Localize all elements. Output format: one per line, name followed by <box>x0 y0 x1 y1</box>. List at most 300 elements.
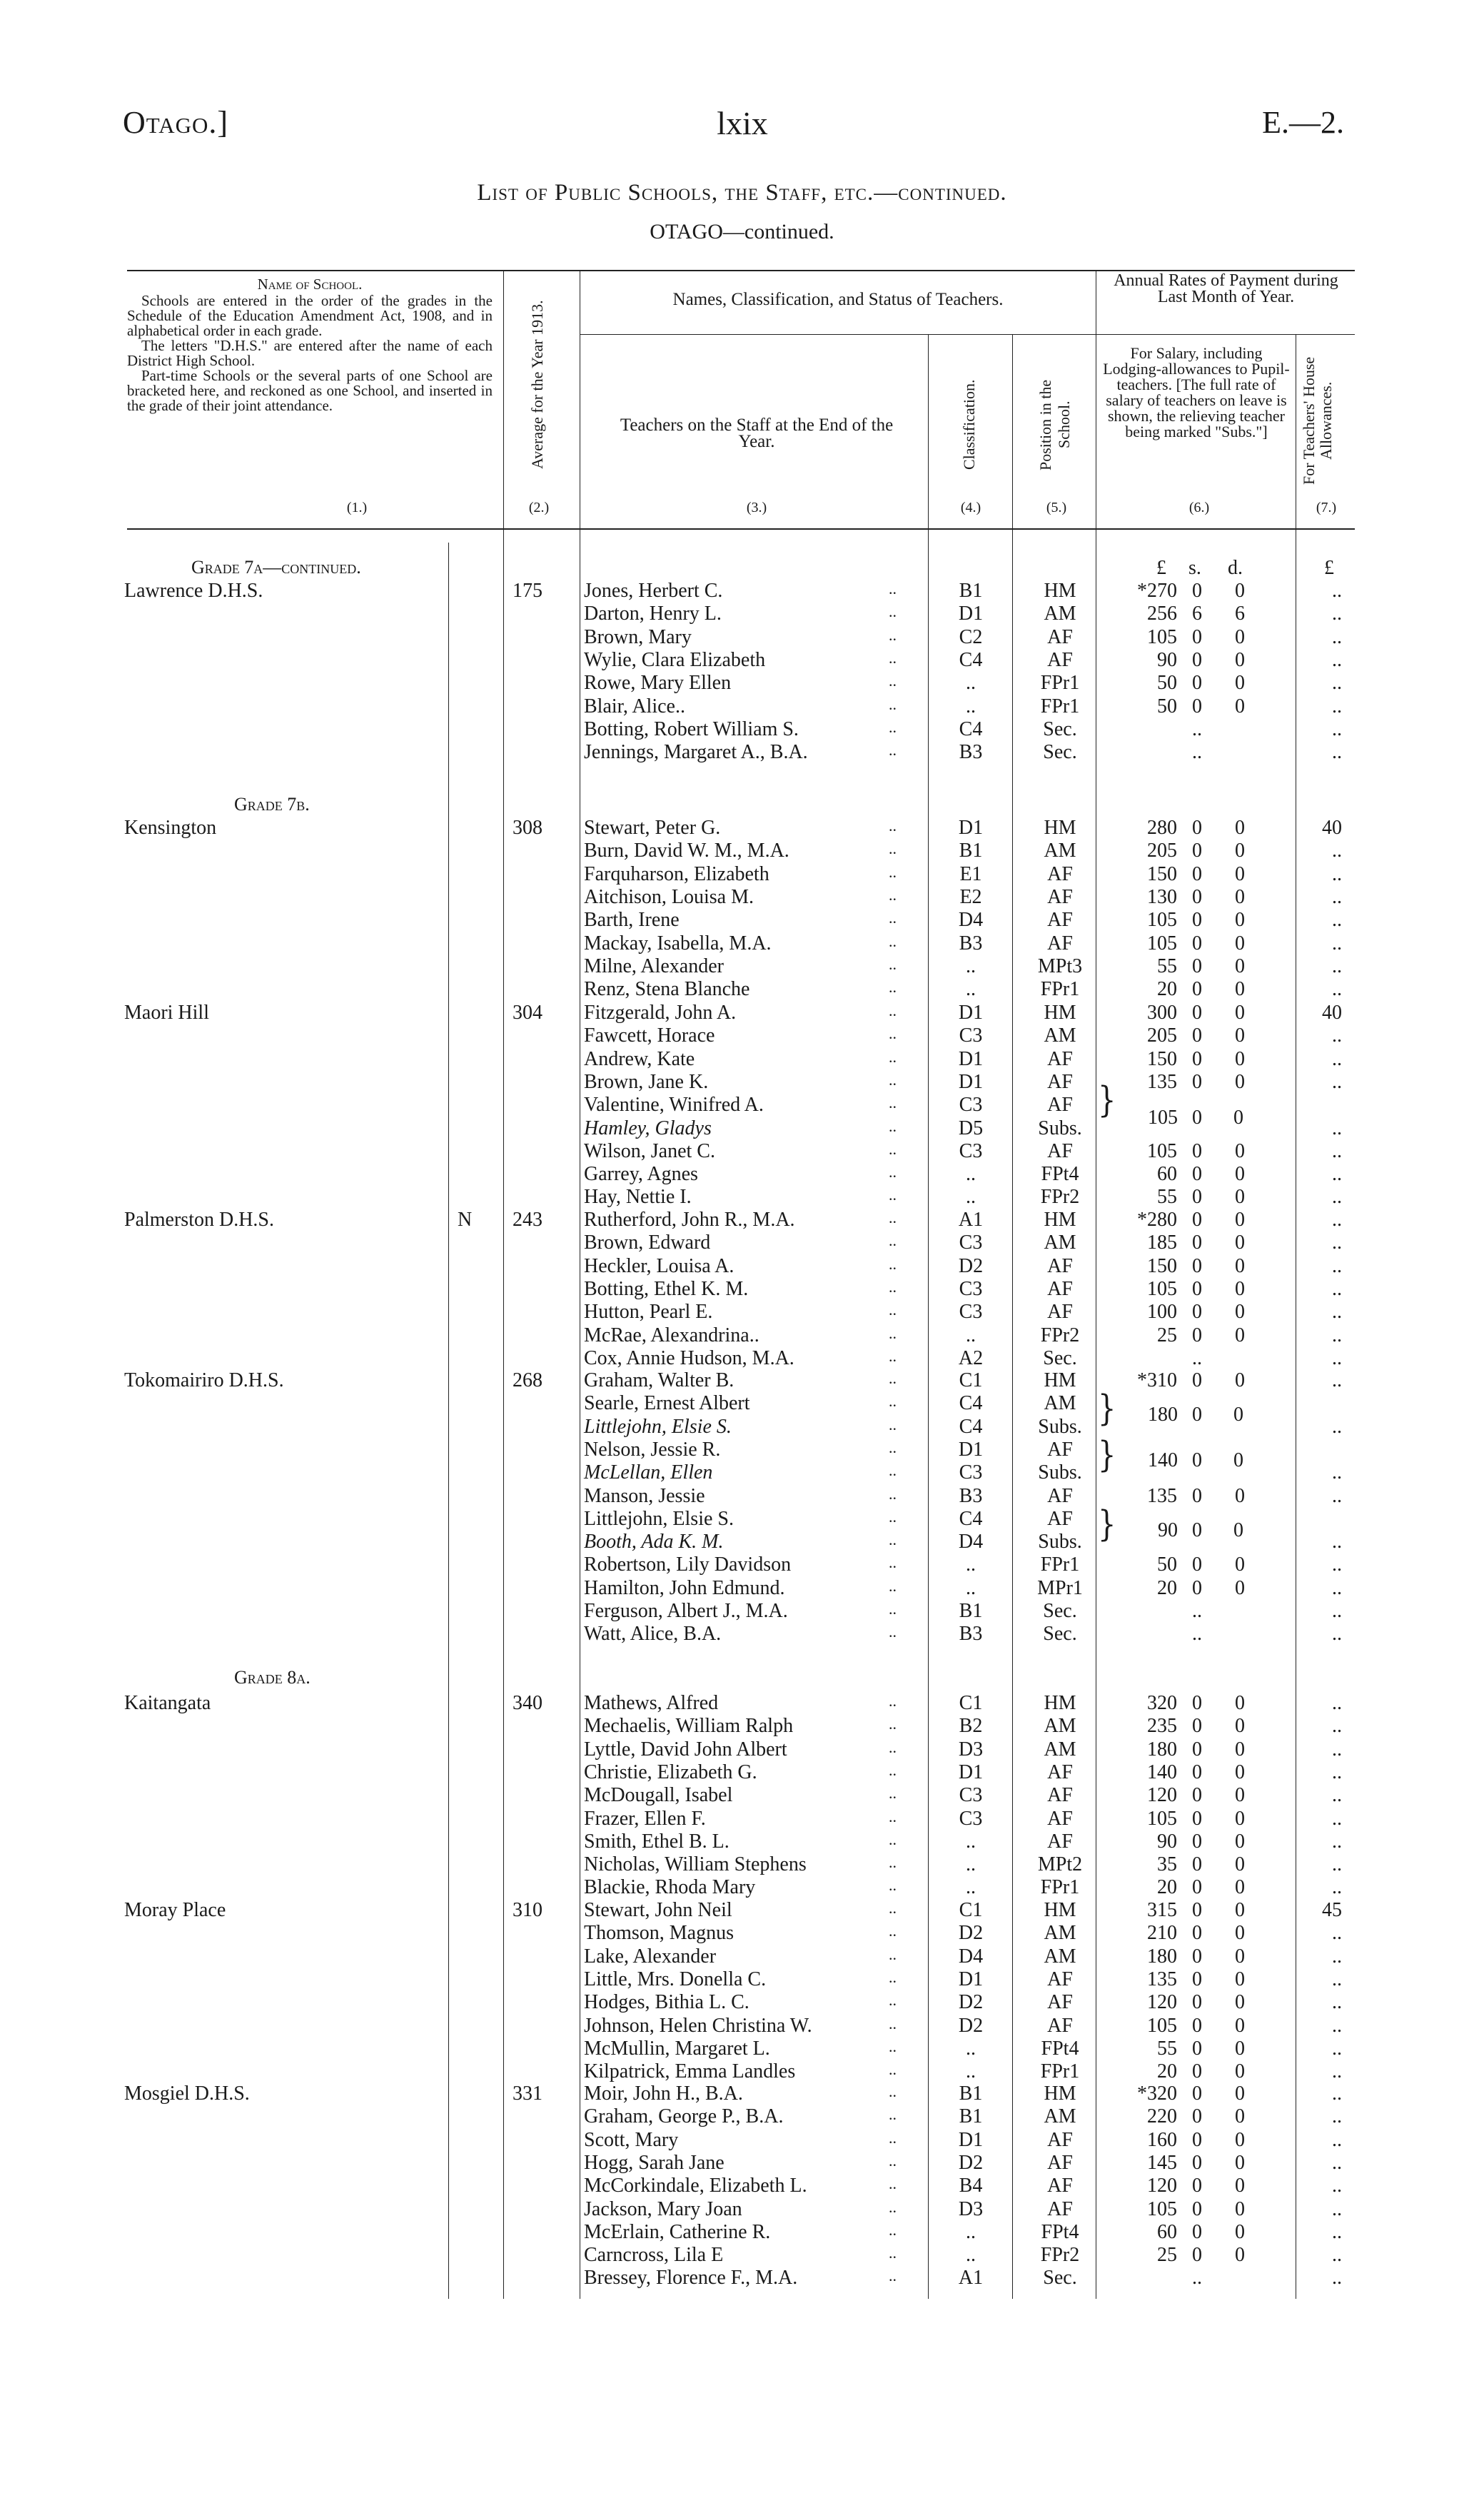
leader-dots: .. <box>889 1968 897 1986</box>
leader-dots: .. <box>889 1117 897 1135</box>
leader-dots: .. <box>889 2083 897 2100</box>
teacher-row <box>0 1163 1484 1186</box>
teacher-classification: D1 <box>958 1047 984 1070</box>
teacher-classification: .. <box>966 1553 976 1576</box>
teacher-row <box>0 1508 1484 1531</box>
teacher-classification: .. <box>966 978 976 1001</box>
teacher-name: Manson, Jessie <box>584 1484 705 1507</box>
salary-shillings: 0 <box>1192 1761 1202 1783</box>
salary-shillings: 0 <box>1192 955 1202 977</box>
teacher-classification: D1 <box>958 1070 984 1093</box>
leader-dots: .. <box>889 648 897 667</box>
house-allowance: .. <box>1332 1346 1342 1369</box>
salary-pounds: 315 <box>1147 1899 1177 1921</box>
salary-pence: 0 <box>1235 862 1245 885</box>
house-allowance: .. <box>1332 2037 1342 2060</box>
teacher-position: HM <box>1044 1002 1076 1024</box>
teacher-name: Mackay, Isabella, M.A. <box>584 932 772 955</box>
teacher-position: AM <box>1044 1024 1076 1047</box>
merged-salary-pounds: 105 <box>1148 1107 1178 1129</box>
salary-pounds: 180 <box>1147 1945 1177 1968</box>
teacher-row <box>0 603 1484 625</box>
brace-mark: } <box>1098 1388 1116 1429</box>
salary-pence: 0 <box>1235 2175 1245 2197</box>
teacher-position: FPr1 <box>1040 1553 1080 1576</box>
salary-pounds: 105 <box>1147 625 1177 648</box>
teacher-row <box>0 1853 1484 1876</box>
teacher-row <box>0 1830 1484 1853</box>
teacher-row <box>0 932 1484 955</box>
salary-pounds: *320 <box>1137 2083 1177 2105</box>
leader-dots: .. <box>889 1761 897 1779</box>
salary-pounds: 105 <box>1147 1807 1177 1830</box>
salary-pounds: 135 <box>1147 1070 1177 1093</box>
teacher-classification: C3 <box>959 1024 983 1047</box>
teacher-name: Botting, Robert William S. <box>584 717 799 740</box>
salary-shillings: 0 <box>1192 1209 1202 1231</box>
salary-pounds: 256 <box>1147 603 1177 625</box>
house-allowance: .. <box>1332 885 1342 908</box>
leader-dots: .. <box>889 1853 897 1872</box>
salary-pounds: 150 <box>1147 1047 1177 1070</box>
teacher-position: AF <box>1047 625 1073 648</box>
brace-mark: } <box>1098 1079 1116 1121</box>
leader-dots: .. <box>889 1991 897 2010</box>
teacher-classification: C4 <box>959 648 983 671</box>
salary-pence: 0 <box>1235 1186 1245 1209</box>
salary-pounds: 90 <box>1157 648 1177 671</box>
name-of-school-title: Name of School. <box>257 276 363 293</box>
house-allowance: .. <box>1332 1415 1342 1438</box>
merged-salary-pounds: 140 <box>1148 1449 1178 1471</box>
house-allowance: .. <box>1332 1531 1342 1553</box>
col-num-5: (5.) <box>1046 500 1067 515</box>
teacher-classification: .. <box>966 2220 976 2243</box>
leader-dots: .. <box>889 1163 897 1182</box>
salary-pence: 0 <box>1235 2244 1245 2267</box>
leader-dots: .. <box>889 862 897 881</box>
brace-mark: } <box>1098 1434 1116 1476</box>
school-average: 310 <box>513 1899 542 1921</box>
salary-shillings: 0 <box>1192 1807 1202 1830</box>
teacher-name: Cox, Annie Hudson, M.A. <box>584 1346 794 1369</box>
teacher-name: Watt, Alice, B.A. <box>584 1623 722 1646</box>
teacher-name: McMullin, Margaret L. <box>584 2037 770 2060</box>
house-allowance: .. <box>1332 1163 1342 1186</box>
house-allowance: .. <box>1332 672 1342 695</box>
salary-shillings: .. <box>1192 741 1202 764</box>
salary-shillings: 0 <box>1192 1139 1202 1162</box>
average-header: Average for the Year 1913. <box>528 300 546 470</box>
teacher-name: Graham, George P., B.A. <box>584 2105 784 2128</box>
teacher-position: HM <box>1044 1899 1076 1921</box>
house-allowance: .. <box>1332 2083 1342 2105</box>
salary-pounds: 185 <box>1147 1232 1177 1254</box>
teacher-classification: D4 <box>958 1531 984 1553</box>
teacher-position: AM <box>1044 1232 1076 1254</box>
leader-dots: .. <box>889 1002 897 1019</box>
teacher-row <box>0 2244 1484 2267</box>
teacher-classification: C3 <box>959 1277 983 1300</box>
salary-pence: 0 <box>1235 2060 1245 2083</box>
salary-pounds: 150 <box>1147 1254 1177 1277</box>
school-name: Lawrence D.H.S. <box>124 580 263 602</box>
teacher-position: AM <box>1044 1922 1076 1945</box>
salary-pence: 0 <box>1235 1277 1245 1300</box>
salary-pence: 0 <box>1235 1324 1245 1346</box>
teacher-classification: C3 <box>959 1094 983 1117</box>
teacher-classification: A1 <box>958 1209 984 1231</box>
teacher-classification: A2 <box>958 1346 984 1369</box>
salary-pence: 0 <box>1235 1024 1245 1047</box>
teacher-name: Stewart, Peter G. <box>584 817 721 839</box>
teacher-row <box>0 2198 1484 2221</box>
teacher-position: AF <box>1047 1438 1073 1461</box>
teacher-name: Fawcett, Horace <box>584 1024 715 1047</box>
merged-salary-shillings: 0 <box>1192 1107 1202 1129</box>
teacher-position: FPt4 <box>1041 2220 1079 2243</box>
teacher-position: HM <box>1044 580 1076 602</box>
salary-pounds: 135 <box>1147 1968 1177 1990</box>
teacher-name: Littlejohn, Elsie S. <box>584 1507 734 1530</box>
teacher-position: AF <box>1047 1070 1073 1093</box>
teacher-position: FPr1 <box>1040 2060 1080 2083</box>
salary-pence: 0 <box>1235 1209 1245 1231</box>
teacher-row <box>0 2060 1484 2083</box>
house-allowance: .. <box>1332 2244 1342 2267</box>
col-num-1: (1.) <box>346 500 368 515</box>
teacher-name: Hutton, Pearl E. <box>584 1301 713 1324</box>
teacher-position: AM <box>1044 603 1076 625</box>
col-sep-4 <box>1012 334 1013 528</box>
teacher-name: Wilson, Janet C. <box>584 1139 715 1162</box>
teacher-row <box>0 1255 1484 1278</box>
teacher-row <box>0 718 1484 741</box>
teacher-classification: B1 <box>959 580 983 602</box>
teacher-position: AM <box>1044 1945 1076 1968</box>
teacher-name: McDougall, Isabel <box>584 1784 733 1807</box>
teacher-classification: D1 <box>958 1438 984 1461</box>
house-allowance: .. <box>1332 2014 1342 2037</box>
salary-shillings: .. <box>1192 1623 1202 1646</box>
teacher-classification: B1 <box>959 2105 983 2128</box>
teacher-classification: .. <box>966 672 976 695</box>
teacher-row <box>0 1117 1484 1140</box>
leader-dots: .. <box>889 955 897 973</box>
salary-pounds: *310 <box>1137 1369 1177 1391</box>
leader-dots: .. <box>889 1899 897 1917</box>
salary-pounds: 55 <box>1157 1186 1177 1209</box>
teacher-position: AF <box>1047 1139 1073 1162</box>
house-allowance: 40 <box>1322 1002 1342 1024</box>
salary-shillings: 0 <box>1192 1324 1202 1346</box>
teacher-name: Kilpatrick, Emma Landles <box>584 2060 796 2083</box>
teacher-row <box>0 1324 1484 1347</box>
leader-dots: .. <box>889 1807 897 1825</box>
teacher-classification: .. <box>966 1830 976 1853</box>
teacher-position: FPr1 <box>1040 672 1080 695</box>
teacher-position: AF <box>1047 1991 1073 2014</box>
teacher-row <box>0 649 1484 672</box>
leader-dots: .. <box>889 1484 897 1503</box>
salary-shillings: 0 <box>1192 978 1202 1001</box>
teacher-position: AF <box>1047 1830 1073 1853</box>
teacher-position: AF <box>1047 885 1073 908</box>
teacher-row <box>0 741 1484 764</box>
teacher-row <box>0 1094 1484 1117</box>
teacher-row <box>0 1715 1484 1738</box>
teacher-row <box>0 1600 1484 1623</box>
teacher-row <box>0 580 1484 603</box>
teacher-position: AF <box>1047 1761 1073 1783</box>
house-allowance: .. <box>1332 932 1342 955</box>
col-sep-1 <box>503 270 504 528</box>
teacher-row <box>0 1140 1484 1163</box>
teacher-classification: D5 <box>958 1117 984 1139</box>
salary-pounds: 280 <box>1147 817 1177 839</box>
house-allowance: .. <box>1332 2197 1342 2220</box>
teacher-classification: D1 <box>958 1761 984 1783</box>
teacher-row <box>0 1761 1484 1784</box>
page-title: List of Public Schools, the Staff, etc.—continued. <box>477 180 1007 206</box>
leader-dots: .. <box>889 1369 897 1387</box>
teacher-name: Brown, Mary <box>584 625 692 648</box>
teacher-name: Nelson, Jessie R. <box>584 1438 721 1461</box>
teacher-classification: C2 <box>959 625 983 648</box>
teacher-row <box>0 1209 1484 1232</box>
house-allowance: .. <box>1332 1369 1342 1391</box>
school-name: Moray Place <box>124 1899 226 1921</box>
salary-pence: 0 <box>1235 1232 1245 1254</box>
teacher-name: Carncross, Lila E <box>584 2244 724 2267</box>
salary-shillings: 0 <box>1192 2151 1202 2174</box>
col-num-7: (7.) <box>1316 500 1337 515</box>
teacher-position: AF <box>1047 1784 1073 1807</box>
teacher-classification: E1 <box>959 862 982 885</box>
leader-dots: .. <box>889 1553 897 1572</box>
house-allowance: .. <box>1332 1576 1342 1599</box>
salary-shillings: 0 <box>1192 2220 1202 2243</box>
teacher-classification: B1 <box>959 840 983 862</box>
salary-pence: 0 <box>1235 2037 1245 2060</box>
teacher-classification: D2 <box>958 2151 984 2174</box>
teacher-position: FPr2 <box>1040 1324 1080 1346</box>
teacher-position: MPt2 <box>1037 1853 1083 1876</box>
teacher-position: AF <box>1047 2175 1073 2197</box>
teacher-name: Darton, Henry L. <box>584 603 722 625</box>
teacher-name: Jennings, Margaret A., B.A. <box>584 741 808 764</box>
house-allowance: .. <box>1332 2220 1342 2243</box>
teacher-row <box>0 1991 1484 2014</box>
teacher-classification: B3 <box>959 1623 983 1646</box>
salary-shillings: 0 <box>1192 932 1202 955</box>
teacher-row <box>0 1623 1484 1646</box>
teachers-header: Teachers on the Staff at the End of the Year. <box>620 416 894 451</box>
teacher-name: Renz, Stena Blanche <box>584 978 750 1001</box>
salary-pounds: 120 <box>1147 1784 1177 1807</box>
school-average: 175 <box>513 580 542 602</box>
teacher-row <box>0 1808 1484 1830</box>
teacher-row <box>0 1784 1484 1807</box>
teacher-name: Hodges, Bithia L. C. <box>584 1991 749 2014</box>
house-allowance: .. <box>1332 1830 1342 1853</box>
col-num-2: (2.) <box>528 500 550 515</box>
salary-pounds: 300 <box>1147 1002 1177 1024</box>
leader-dots: .. <box>889 2267 897 2285</box>
teacher-classification: .. <box>966 1324 976 1346</box>
teacher-position: AF <box>1047 1301 1073 1324</box>
salary-pence: 0 <box>1235 580 1245 602</box>
teacher-name: Searle, Ernest Albert <box>584 1392 750 1415</box>
teacher-position: Subs. <box>1038 1117 1082 1139</box>
teacher-position: FPr1 <box>1040 978 1080 1001</box>
teacher-classification: .. <box>966 1186 976 1209</box>
house-allowance: .. <box>1332 2267 1342 2290</box>
house-allowance: .. <box>1332 625 1342 648</box>
house-allowance: .. <box>1332 695 1342 717</box>
salary-shillings: .. <box>1192 717 1202 740</box>
leader-dots: .. <box>889 885 897 904</box>
salary-pounds: 50 <box>1157 1553 1177 1576</box>
teacher-position: HM <box>1044 2083 1076 2105</box>
leader-dots: .. <box>889 817 897 835</box>
salary-pence: 0 <box>1235 1692 1245 1714</box>
school-average: 331 <box>513 2083 542 2105</box>
name-note-1: Schools are entered in the order of the grades in the Schedule of the Education Amendment Act, 1908, and in alphabetical order in each grade. <box>127 292 493 339</box>
house-allowance: .. <box>1332 1209 1342 1231</box>
salary-shillings: 0 <box>1192 1163 1202 1186</box>
house-allowance: .. <box>1332 1254 1342 1277</box>
house-allowance: .. <box>1332 648 1342 671</box>
teacher-name: Thomson, Magnus <box>584 1922 734 1945</box>
teacher-position: Sec. <box>1043 1600 1077 1622</box>
leader-dots: .. <box>889 2175 897 2193</box>
salary-shillings: 0 <box>1192 2060 1202 2083</box>
teacher-position: AF <box>1047 2151 1073 2174</box>
teacher-row <box>0 817 1484 840</box>
salary-pence: 0 <box>1235 840 1245 862</box>
teacher-name: Mathews, Alfred <box>584 1692 719 1714</box>
salary-shillings: 0 <box>1192 1301 1202 1324</box>
teacher-position: AF <box>1047 1507 1073 1530</box>
teacher-position: AF <box>1047 862 1073 885</box>
house-allowance: .. <box>1332 1277 1342 1300</box>
salary-shillings: 0 <box>1192 1277 1202 1300</box>
salary-pence: 0 <box>1235 648 1245 671</box>
house-allowance: .. <box>1332 2128 1342 2151</box>
teacher-position: Sec. <box>1043 717 1077 740</box>
teacher-position: Sec. <box>1043 2267 1077 2290</box>
teacher-position: AM <box>1044 1715 1076 1738</box>
position-header: Position in the School. <box>1036 379 1073 470</box>
teacher-name: Robertson, Lily Davidson <box>584 1553 792 1576</box>
salary-shillings: 0 <box>1192 625 1202 648</box>
teacher-name: Brown, Edward <box>584 1232 711 1254</box>
teacher-classification: C4 <box>959 1392 983 1415</box>
leader-dots: .. <box>889 1531 897 1549</box>
leader-dots: .. <box>889 603 897 621</box>
teacher-position: MPt3 <box>1037 955 1083 977</box>
salary-pounds: 25 <box>1157 2244 1177 2267</box>
teacher-row <box>0 1416 1484 1439</box>
house-allowance: .. <box>1332 1853 1342 1876</box>
salary-pence: 0 <box>1235 1968 1245 1990</box>
school-average: 243 <box>513 1209 542 1231</box>
school-flag: N <box>458 1209 473 1231</box>
salary-pounds: 55 <box>1157 2037 1177 2060</box>
leader-dots: .. <box>889 1715 897 1733</box>
leader-dots: .. <box>889 1438 897 1456</box>
salary-shillings: 0 <box>1192 2083 1202 2105</box>
teacher-row <box>0 1876 1484 1899</box>
teacher-position: AF <box>1047 1484 1073 1507</box>
salary-pence: 0 <box>1235 1784 1245 1807</box>
salary-shillings: 0 <box>1192 1576 1202 1599</box>
teacher-row <box>0 1301 1484 1324</box>
teacher-classification: .. <box>966 2037 976 2060</box>
salary-pence: 0 <box>1235 1301 1245 1324</box>
leader-dots: .. <box>889 2105 897 2124</box>
leader-dots: .. <box>889 2220 897 2239</box>
teacher-row <box>0 2129 1484 2152</box>
teacher-position: FPr2 <box>1040 1186 1080 1209</box>
teacher-name: Heckler, Louisa A. <box>584 1254 735 1277</box>
salary-shillings: 0 <box>1192 1899 1202 1921</box>
salary-pence: 0 <box>1235 1991 1245 2014</box>
salary-shillings: 0 <box>1192 909 1202 932</box>
merged-salary-pence: 0 <box>1233 1449 1243 1471</box>
teacher-position: HM <box>1044 1369 1076 1391</box>
teacher-position: Subs. <box>1038 1531 1082 1553</box>
salary-shillings: .. <box>1192 1346 1202 1369</box>
teacher-row <box>0 2152 1484 2175</box>
grade-heading: Grade 7a—continued. <box>191 557 361 578</box>
salary-shillings: 0 <box>1192 1692 1202 1714</box>
house-allowance: .. <box>1332 978 1342 1001</box>
teacher-position: Subs. <box>1038 1461 1082 1484</box>
leader-dots: .. <box>889 1277 897 1296</box>
school-name: Maori Hill <box>124 1002 209 1024</box>
salary-shillings: 0 <box>1192 2128 1202 2151</box>
salary-pounds: 150 <box>1147 862 1177 885</box>
teacher-position: AM <box>1044 2105 1076 2128</box>
leader-dots: .. <box>889 1784 897 1803</box>
name-note-3: Part-time Schools or the several parts of one School are bracketed here, and reckoned as one School, and inserted in the grade of their joint attendance. <box>127 367 493 414</box>
salary-pounds: 130 <box>1147 885 1177 908</box>
teacher-position: AF <box>1047 1968 1073 1990</box>
salary-pence: 0 <box>1235 978 1245 1001</box>
teacher-classification: D4 <box>958 1945 984 1968</box>
unit-shillings: s. <box>1188 557 1201 579</box>
leader-dots: .. <box>889 978 897 997</box>
teacher-name: Aitchison, Louisa M. <box>584 885 754 908</box>
school-name: Mosgiel D.H.S. <box>124 2083 250 2105</box>
house-allowance: .. <box>1332 1139 1342 1162</box>
teacher-row <box>0 1899 1484 1922</box>
teacher-row <box>0 695 1484 718</box>
salary-pounds: *280 <box>1137 1209 1177 1231</box>
house-allowance: .. <box>1332 1553 1342 1576</box>
teacher-row <box>0 1002 1484 1024</box>
salary-pence: 0 <box>1235 955 1245 977</box>
teacher-position: AF <box>1047 1807 1073 1830</box>
teacher-name: Mechaelis, William Ralph <box>584 1715 794 1738</box>
teacher-row <box>0 1186 1484 1209</box>
teacher-classification: C1 <box>959 1369 983 1391</box>
salary-pounds: 100 <box>1147 1301 1177 1324</box>
teacher-classification: C3 <box>959 1461 983 1484</box>
teacher-name: Botting, Ethel K. M. <box>584 1277 749 1300</box>
